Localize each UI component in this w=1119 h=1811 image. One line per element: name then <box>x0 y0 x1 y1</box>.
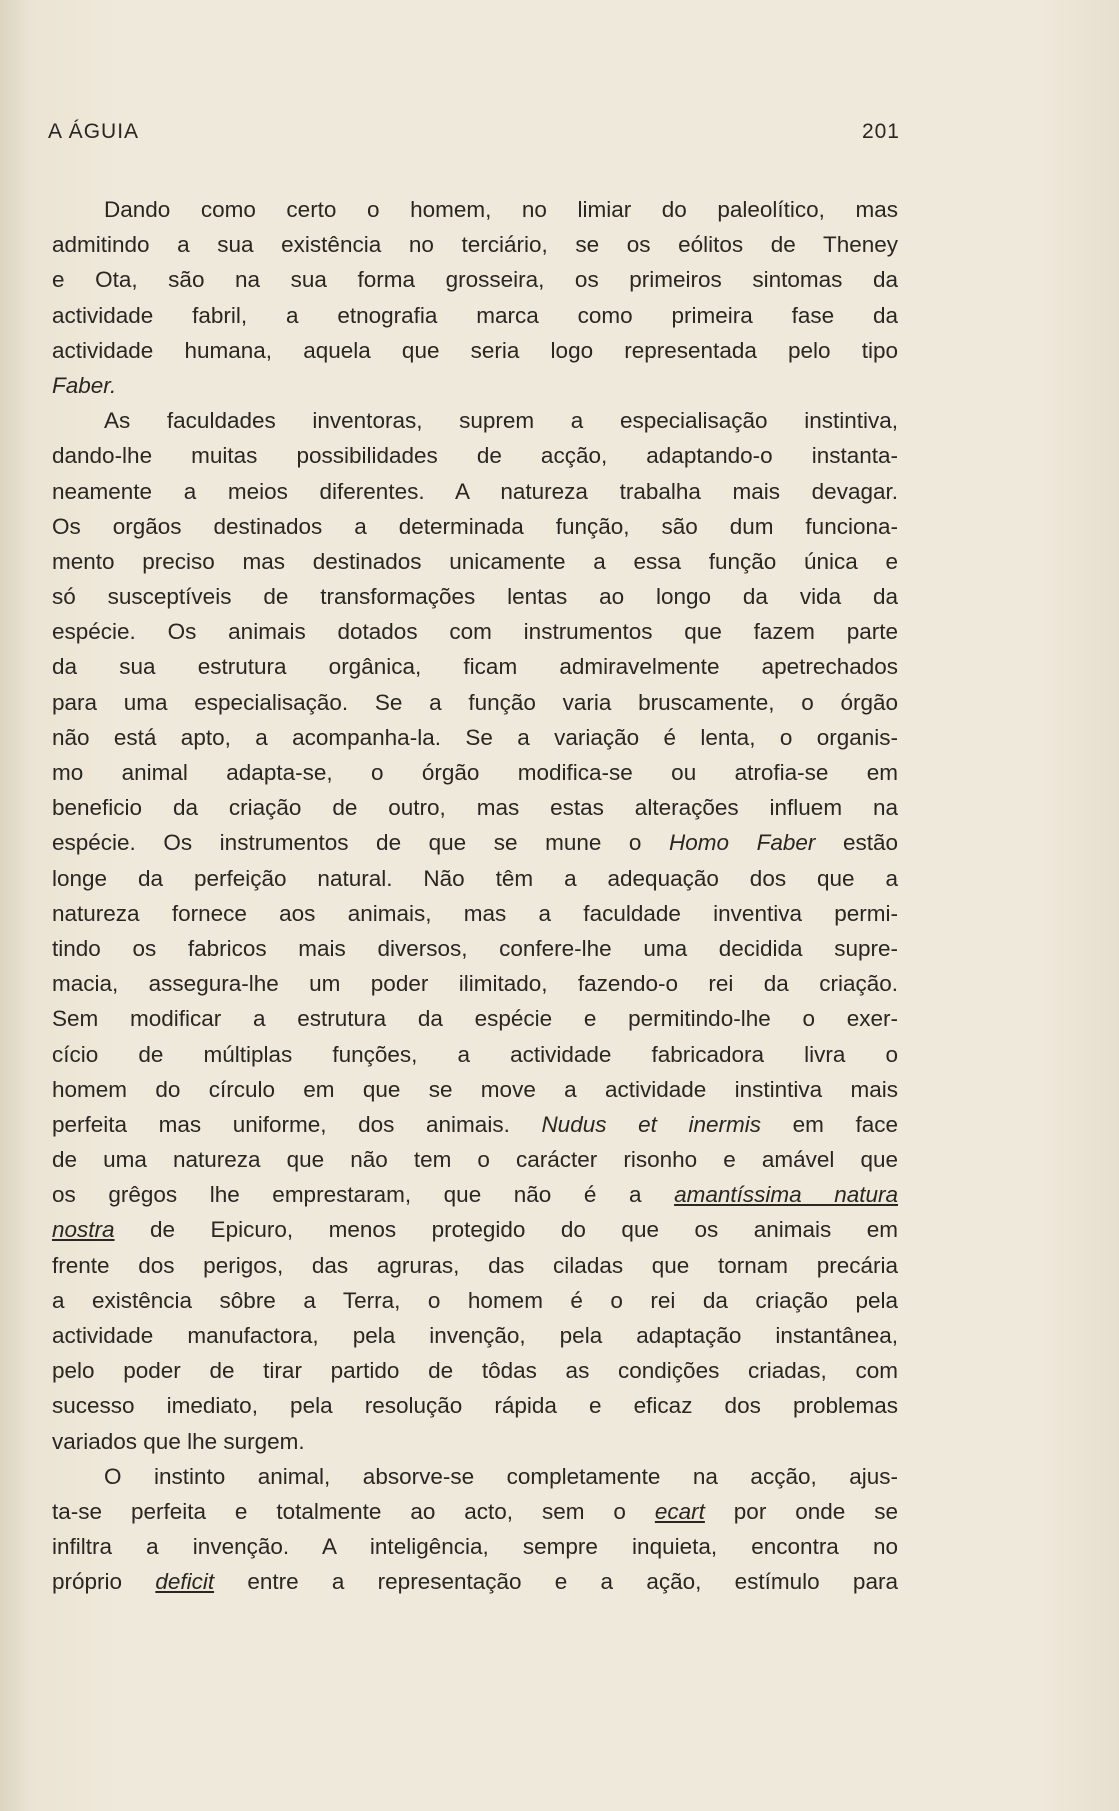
text-line: só susceptíveis de transformações lentas ao longo da vida da <box>52 584 898 610</box>
text-line: actividade manufactora, pela invenção, pela adaptação instantânea, <box>52 1323 898 1348</box>
text-run: por onde se <box>733 1498 898 1524</box>
text-line: não está apto, a acompanha-la. Se a variação é lenta, o organis- <box>52 724 898 750</box>
text-line: Dando como certo o homem, no limiar do paleolítico, mas <box>104 197 898 222</box>
text-line: neamente a meios diferentes. A natureza trabalha mais devagar. <box>52 478 898 504</box>
text-line: sucesso imediato, pela resolução rápida e eficaz dos problemas <box>52 1393 898 1419</box>
text-line: Os orgãos destinados a determinada função, são dum funciona- <box>52 513 898 539</box>
text-line: O instinto animal, absorve-se completamente na acção, ajus- <box>104 1463 898 1489</box>
page-number: 201 <box>861 120 900 143</box>
text-line: da sua estrutura orgânica, ficam admiravelmente apetrechados <box>52 654 898 680</box>
text-line <box>52 1564 898 1599</box>
underlined-term: ecart <box>654 1498 705 1524</box>
italic-term: Homo Faber <box>669 830 816 856</box>
text-line: actividade humana, aquela que seria logo representada pelo tipo <box>52 337 898 363</box>
text-line: pelo poder de tirar partido de tôdas as condições criadas, com <box>52 1358 898 1384</box>
text-line: dando-lhe muitas possibilidades de acção, adaptando-o instanta- <box>52 443 898 469</box>
text-run: ta-se perfeita e totalmente ao acto, sem o <box>52 1498 626 1524</box>
underlined-term: amantíssima natura <box>674 1182 898 1208</box>
text-line: de uma natureza que não tem o carácter risonho e amável que <box>52 1147 898 1173</box>
text-line: admitindo a sua existência no terciário, se os eólitos de Theney <box>52 232 898 258</box>
italic-term: Faber. <box>52 372 117 398</box>
text-line: mo animal adapta-se, o órgão modifica-se ou atrofia-se em <box>52 760 898 785</box>
text-line: Sem modificar a estrutura da espécie e permitindo-lhe o exer- <box>52 1006 898 1032</box>
text-run: perfeita mas uniforme, dos animais. <box>52 1111 510 1137</box>
text-line: beneficio da criação de outro, mas estas alterações influem na <box>52 795 898 821</box>
text-line: cício de múltiplas funções, a actividade fabricadora livra o <box>52 1041 898 1067</box>
text-run: próprio <box>52 1569 123 1595</box>
text-run: entre a representação e a ação, estímulo para <box>247 1569 898 1595</box>
text-run: os grêgos lhe emprestaram, que não é a <box>52 1182 642 1208</box>
text-line: actividade fabril, a etnografia marca como primeira fase da <box>52 302 898 328</box>
text-line: espécie. Os animais dotados com instrumentos que fazem parte <box>52 619 898 645</box>
text-line: mento preciso mas destinados unicamente a essa função única e <box>52 548 898 574</box>
text-line <box>52 1107 898 1142</box>
underlined-term: nostra <box>52 1217 115 1243</box>
text-line: e Ota, são na sua forma grosseira, os primeiros sintomas da <box>52 267 898 293</box>
text-line <box>52 1212 898 1247</box>
text-line: tindo os fabricos mais diversos, confere-lhe uma decidida supre- <box>52 935 898 961</box>
text-line: As faculdades inventoras, suprem a especialisação instintiva, <box>104 408 898 434</box>
text-line: infiltra a invenção. A inteligência, sempre inquieta, encontra no <box>52 1534 898 1560</box>
text-line <box>52 1177 898 1212</box>
text-run: de Epicuro, menos protegido do que os animais em <box>150 1217 898 1243</box>
text-line: natureza fornece aos animais, mas a faculdade inventiva permi- <box>52 900 898 926</box>
text-line: macia, assegura-lhe um poder ilimitado, fazendo-o rei da criação. <box>52 971 898 997</box>
underlined-term: deficit <box>155 1569 215 1595</box>
text-line <box>52 368 898 403</box>
text-line: homem do círculo em que se move a actividade instintiva mais <box>52 1076 898 1102</box>
running-title: A ÁGUIA <box>48 120 140 143</box>
italic-term: Nudus et inermis <box>541 1111 761 1137</box>
text-line: frente dos perigos, das agruras, das ciladas que tornam precária <box>52 1252 898 1278</box>
body-text <box>52 192 898 1600</box>
text-line <box>52 825 898 860</box>
text-line: variados que lhe surgem. <box>52 1428 305 1454</box>
text-line <box>52 1494 898 1529</box>
text-run: em face <box>792 1111 898 1137</box>
page-header <box>48 120 900 150</box>
text-line: para uma especialisação. Se a função varia bruscamente, o órgão <box>52 689 898 715</box>
text-run: estão <box>842 830 898 856</box>
text-line: longe da perfeição natural. Não têm a adequação dos que a <box>52 865 898 891</box>
text-run: espécie. Os instrumentos de que se mune o <box>52 830 642 856</box>
text-line: a existência sôbre a Terra, o homem é o rei da criação pela <box>52 1287 898 1313</box>
